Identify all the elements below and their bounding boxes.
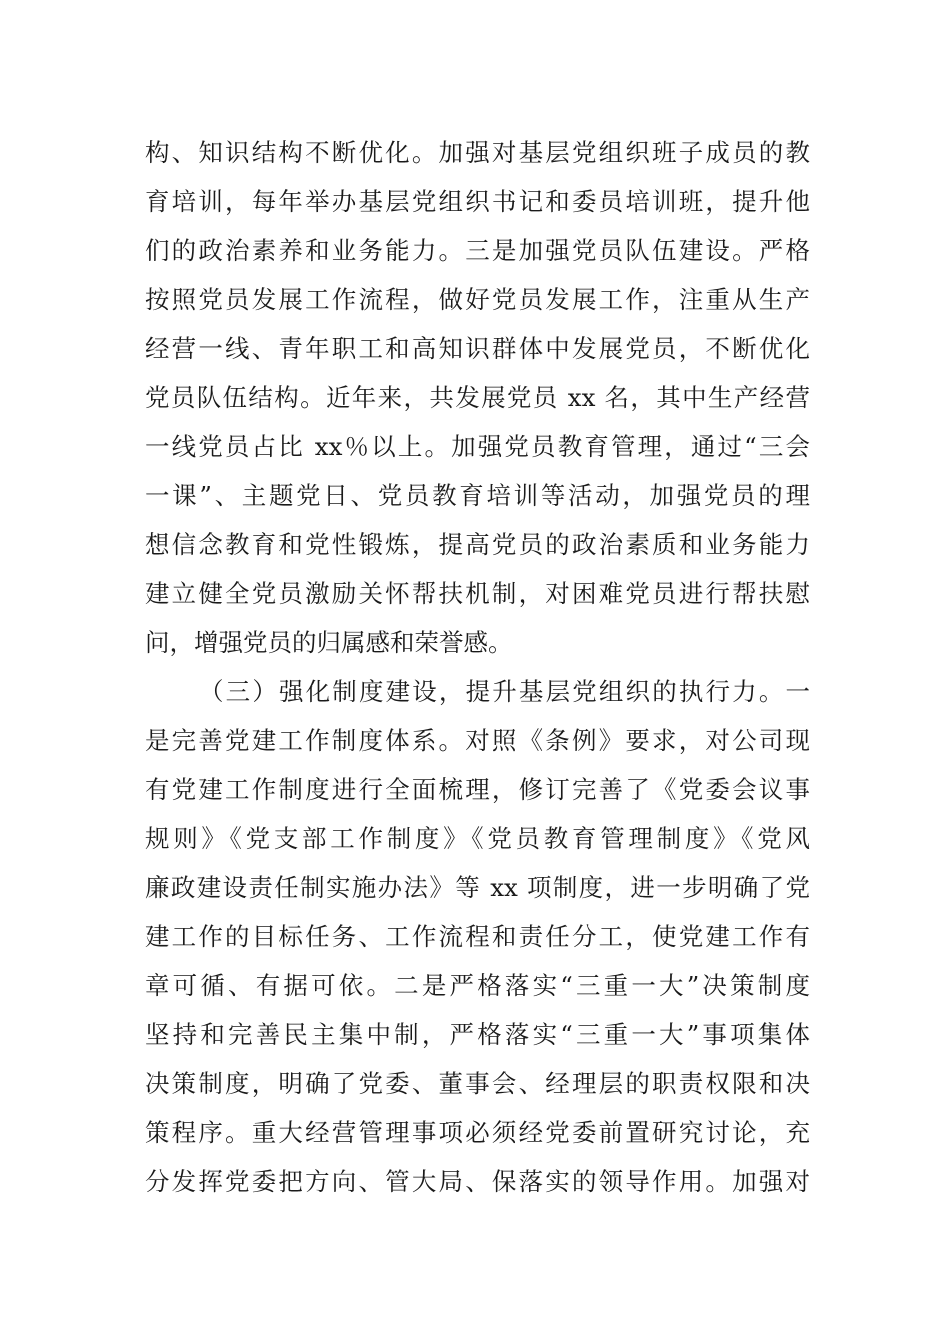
text-line: 廉政建设责任制实施办法》等 xx 项制度，进一步明确了党 — [145, 873, 810, 902]
body-text — [145, 128, 810, 1206]
text-line: 有党建工作制度进行全面梳理，修订完善了《党委会议事 — [145, 775, 810, 804]
text-line: 建工作的目标任务、工作流程和责任分工，使党建工作有 — [145, 922, 810, 951]
text-line: 按照党员发展工作流程，做好党员发展工作，注重从生产 — [145, 285, 810, 314]
text-line: 育培训，每年举办基层党组织书记和委员培训班，提升他 — [145, 187, 810, 216]
text-line: 分发挥党委把方向、管大局、保落实的领导作用。加强对 — [145, 1167, 810, 1196]
text-line: 坚持和完善民主集中制，严格落实“三重一大”事项集体 — [145, 1020, 810, 1049]
text-line: 策程序。重大经营管理事项必须经党委前置研究讨论，充 — [145, 1118, 810, 1147]
text-line: 决策制度，明确了党委、董事会、经理层的职责权限和决 — [145, 1069, 810, 1098]
text-line: 一课”、主题党日、党员教育培训等活动，加强党员的理 — [145, 481, 810, 510]
text-line: 们的政治素养和业务能力。三是加强党员队伍建设。严格 — [145, 236, 810, 265]
text-line: 是完善党建工作制度体系。对照《条例》要求，对公司现 — [145, 726, 810, 755]
text-line: 党员队伍结构。近年来，共发展党员 xx 名，其中生产经营 — [145, 383, 810, 412]
text-line: 建立健全党员激励关怀帮扶机制，对困难党员进行帮扶慰 — [145, 579, 810, 608]
text-line: 想信念教育和党性锻炼，提高党员的政治素质和业务能力 — [145, 530, 810, 559]
section-heading-line: （三）强化制度建设，提升基层党组织的执行力。一 — [199, 677, 810, 706]
text-line: 一线党员占比 xx％以上。加强党员教育管理，通过“三会 — [145, 432, 810, 461]
text-line: 章可循、有据可依。二是严格落实“三重一大”决策制度 — [145, 971, 810, 1000]
text-line: 经营一线、青年职工和高知识群体中发展党员，不断优化 — [145, 334, 810, 363]
paragraph-end-line: 问，增强党员的归属感和荣誉感。 — [145, 628, 513, 657]
text-line: 规则》《党支部工作制度》《党员教育管理制度》《党风 — [145, 824, 810, 853]
text-line: 构、知识结构不断优化。加强对基层党组织班子成员的教 — [145, 138, 810, 167]
